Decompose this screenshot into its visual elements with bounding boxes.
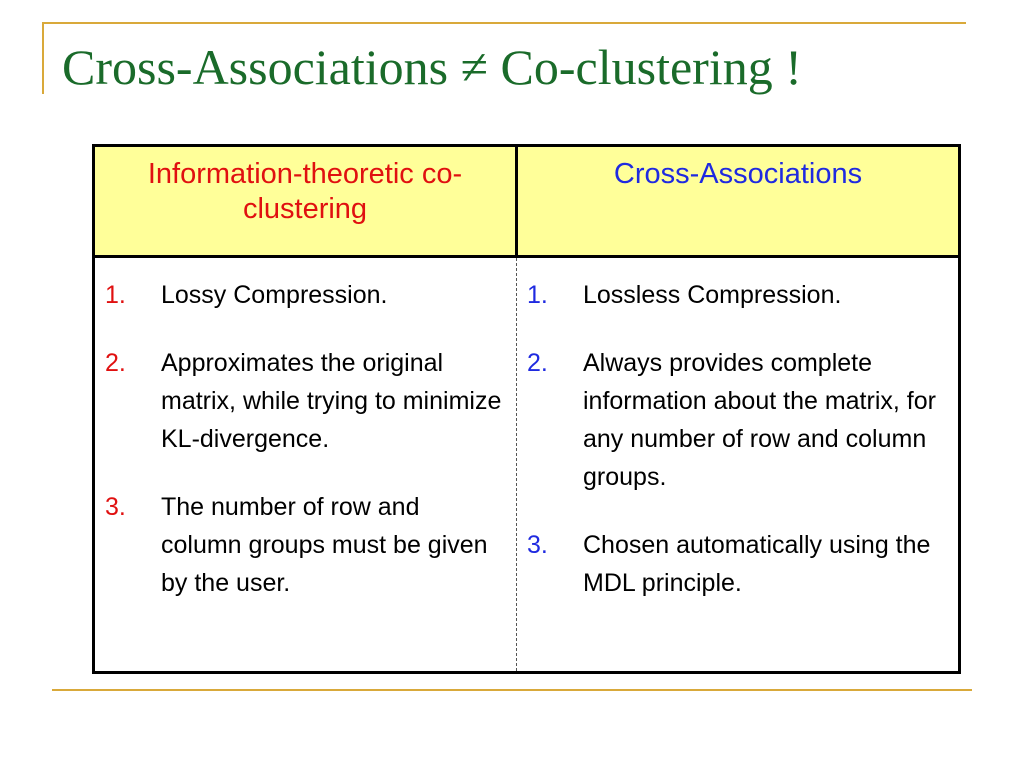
list-item: [527, 526, 948, 602]
cross-associations-column: [517, 257, 960, 673]
item-text: Chosen automatically using the MDL principle.: [583, 531, 931, 597]
item-number: 2.: [105, 349, 126, 377]
comparison-table: [92, 144, 961, 674]
list-item: [527, 344, 948, 496]
item-text: Always provides complete information about the matrix, for any number of row and column groups.: [583, 349, 936, 491]
list-item: [105, 344, 506, 458]
co-clustering-list: [105, 276, 506, 602]
table-body-row: [94, 257, 960, 673]
item-number: 2.: [527, 349, 548, 377]
slide-title: Cross-Associations ≠ Co-clustering !: [62, 39, 802, 95]
list-item: [527, 276, 948, 314]
item-text: Approximates the original matrix, while trying to minimize KL-divergence.: [161, 349, 502, 453]
list-item: [105, 488, 506, 602]
header-cross-associations: Cross-Associations: [517, 146, 960, 257]
item-number: 1.: [527, 281, 548, 309]
top-decor-line: [42, 22, 966, 24]
cross-associations-list: [527, 276, 948, 602]
item-text: The number of row and column groups must be given by the user.: [161, 493, 488, 597]
co-clustering-column: [94, 257, 517, 673]
table-header-row: [94, 146, 960, 257]
left-decor-line: [42, 22, 44, 94]
list-item: [105, 276, 506, 314]
item-number: 1.: [105, 281, 126, 309]
item-text: Lossy Compression.: [161, 281, 388, 309]
bottom-decor-line: [52, 689, 972, 691]
item-number: 3.: [527, 531, 548, 559]
item-number: 3.: [105, 493, 126, 521]
item-text: Lossless Compression.: [583, 281, 842, 309]
header-co-clustering: Information-theoretic co-clustering: [94, 146, 517, 257]
